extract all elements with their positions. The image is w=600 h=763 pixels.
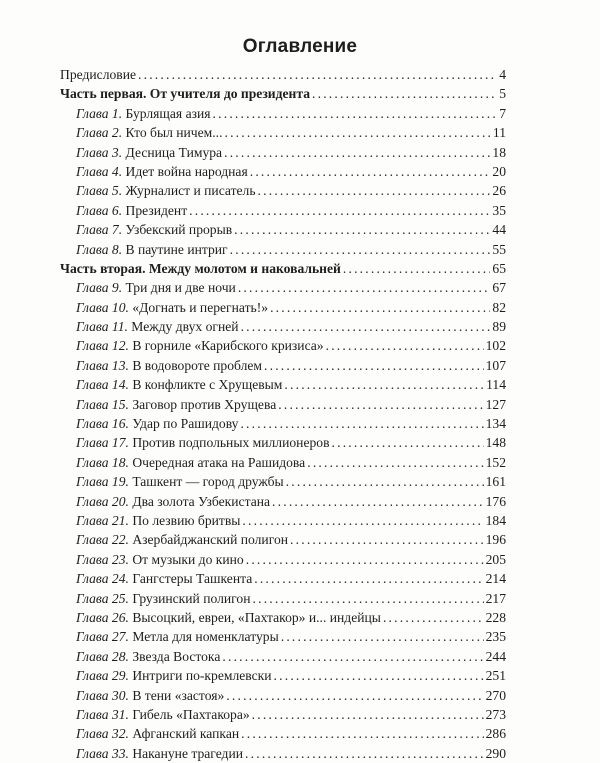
entry-title: Предисловие	[60, 67, 137, 82]
dot-leader	[189, 201, 490, 220]
toc-chapter-entry[interactable]	[60, 608, 506, 627]
page-number: 217	[485, 590, 506, 606]
entry-title	[76, 298, 268, 317]
toc-chapter-entry[interactable]	[60, 550, 506, 569]
entry-title	[76, 375, 282, 394]
chapter-number: Глава 16.	[76, 416, 129, 432]
entry-title	[76, 181, 256, 200]
chapter-number: Глава 7.	[76, 222, 123, 238]
page-number: 196	[485, 532, 506, 548]
entry-title	[76, 511, 240, 530]
entry-title	[76, 123, 222, 142]
entry-title	[76, 201, 187, 220]
chapter-number: Глава 30.	[76, 687, 129, 703]
chapter-title: Интриги по-кремлевски	[132, 668, 272, 684]
dot-leader	[252, 705, 484, 724]
chapter-number: Глава 22.	[76, 532, 129, 548]
dot-leader	[224, 123, 490, 142]
toc-chapter-entry[interactable]	[60, 298, 506, 317]
entry-title	[76, 647, 220, 666]
entry-title	[76, 686, 224, 705]
toc-part-heading[interactable]	[60, 259, 506, 278]
dot-leader	[238, 278, 491, 297]
chapter-title: Афганский капкан	[132, 726, 240, 742]
page-number: 161	[485, 474, 506, 490]
chapter-number: Глава 12.	[76, 338, 129, 354]
chapter-number: Глава 26.	[76, 609, 129, 625]
toc-chapter-entry[interactable]	[60, 336, 506, 355]
dot-leader	[258, 181, 491, 200]
page-number: 184	[485, 512, 506, 528]
entry-title	[76, 627, 279, 646]
page-number: 107	[485, 357, 506, 373]
dot-leader	[343, 259, 491, 278]
toc-chapter-entry[interactable]	[60, 666, 506, 685]
toc-chapter-entry[interactable]	[60, 240, 506, 259]
chapter-number: Глава 31.	[76, 706, 129, 722]
entry-title	[76, 240, 228, 259]
page-number: 286	[485, 726, 506, 742]
toc-chapter-entry[interactable]	[60, 569, 506, 588]
toc-chapter-entry[interactable]	[60, 627, 506, 646]
page-number: 4	[499, 67, 506, 82]
chapter-title: Гангстеры Ташкента	[132, 571, 253, 587]
chapter-title: В паутине интриг	[125, 241, 228, 257]
chapter-number: Глава 28.	[76, 648, 129, 664]
dot-leader	[234, 220, 490, 239]
chapter-title: Метла для номенклатуры	[132, 629, 279, 645]
page-number: 55	[492, 241, 506, 257]
chapter-title: Гибель «Пахтакора»	[132, 706, 250, 722]
entry-title	[76, 608, 381, 627]
dot-leader	[241, 317, 491, 336]
toc-chapter-entry[interactable]	[60, 511, 506, 530]
page-number: 20	[492, 163, 506, 179]
toc-sections	[60, 84, 506, 763]
chapter-title: Против подпольных миллионеров	[132, 435, 330, 451]
page-number: 244	[485, 648, 506, 664]
entry-title	[76, 472, 284, 491]
page-number: 44	[492, 222, 506, 238]
toc-chapter-entry[interactable]	[60, 589, 506, 608]
chapter-number: Глава 15.	[76, 396, 129, 412]
dot-leader	[226, 686, 483, 705]
chapter-title: Два золота Узбекистана	[132, 493, 271, 509]
page-number: 228	[485, 609, 506, 625]
chapter-title: Три дня и две ночи	[125, 280, 236, 296]
dot-leader	[383, 608, 484, 627]
chapter-title: Идет война народная	[125, 163, 248, 179]
chapter-number: Глава 9.	[76, 280, 123, 296]
page-title: Оглавление	[242, 36, 358, 57]
chapter-title: Заговор против Хрущева	[132, 396, 277, 412]
chapter-number: Глава 14.	[76, 377, 129, 393]
entry-title	[76, 356, 262, 375]
chapter-title: Бурлящая азия	[125, 105, 211, 121]
toc-chapter-entry[interactable]	[60, 278, 506, 297]
dot-leader	[253, 589, 484, 608]
toc-chapter-entry[interactable]	[60, 123, 506, 142]
chapter-title: Между двух огней	[131, 319, 239, 335]
page-number: 26	[492, 183, 506, 199]
page-number: 205	[485, 551, 506, 567]
chapter-title: «Догнать и перегнать!»	[132, 299, 269, 315]
dot-leader	[246, 550, 484, 569]
chapter-title: Десница Тимура	[125, 144, 223, 160]
chapter-number: Глава 23.	[76, 551, 129, 567]
toc-chapter-entry[interactable]	[60, 453, 506, 472]
chapter-number: Глава 13.	[76, 357, 129, 373]
entry-title	[76, 162, 248, 181]
entry-title	[76, 433, 330, 452]
chapter-title: Высоцкий, евреи, «Пахтакор» и... индейцы	[132, 609, 381, 625]
page-number: 290	[485, 745, 506, 761]
toc-chapter-entry[interactable]	[60, 686, 506, 705]
toc-chapter-entry[interactable]	[60, 201, 506, 220]
chapter-title: Грузинский полигон	[132, 590, 251, 606]
dot-leader	[230, 240, 491, 259]
page-number: 114	[486, 377, 506, 393]
dot-leader	[284, 375, 484, 394]
toc-chapter-entry[interactable]	[60, 530, 506, 549]
chapter-number: Глава 21.	[76, 512, 129, 528]
page-number: 270	[485, 687, 506, 703]
page-number: 251	[485, 668, 506, 684]
page-number: 235	[485, 629, 506, 645]
dot-leader	[274, 666, 484, 685]
page-number: 65	[492, 260, 506, 276]
chapter-title: В горниле «Карибского кризиса»	[132, 338, 324, 354]
chapter-title: Кто был ничем...	[125, 125, 223, 141]
dot-leader	[250, 162, 491, 181]
entry-title	[76, 453, 305, 472]
chapter-title: Ташкент — город дружбы	[132, 474, 284, 490]
dot-leader	[224, 143, 490, 162]
toc-chapter-entry[interactable]	[60, 220, 506, 239]
chapter-title: В тени «застоя»	[132, 687, 225, 703]
chapter-title: Узбекский прорыв	[125, 222, 233, 238]
chapter-title: В конфликте с Хрущевым	[132, 377, 283, 393]
dot-leader	[213, 104, 498, 123]
toc-chapter-entry[interactable]	[60, 181, 506, 200]
toc-entry-preface[interactable]	[60, 65, 506, 84]
page-number: 134	[485, 416, 506, 432]
entry-title	[76, 414, 238, 433]
entry-title	[76, 336, 324, 355]
page-number: 273	[485, 706, 506, 722]
chapter-title: Журналист и писатель	[125, 183, 256, 199]
dot-leader	[312, 84, 497, 103]
chapter-title: Звезда Востока	[132, 648, 221, 664]
dot-leader	[286, 472, 484, 491]
toc-chapter-entry[interactable]	[60, 143, 506, 162]
toc-part-heading[interactable]	[60, 84, 506, 103]
toc-chapter-entry[interactable]	[60, 705, 506, 724]
chapter-number: Глава 19.	[76, 474, 129, 490]
page-number: 18	[492, 144, 506, 160]
dot-leader	[241, 724, 483, 743]
entry-title	[76, 278, 236, 297]
entry-title	[60, 259, 341, 278]
page-number: 7	[499, 105, 506, 121]
part-title: Часть первая. От учителя до президента	[60, 86, 310, 102]
toc-chapter-entry[interactable]	[60, 433, 506, 452]
chapter-number: Глава 10.	[76, 299, 129, 315]
chapter-number: Глава 18.	[76, 454, 129, 470]
dot-leader	[278, 395, 483, 414]
dot-leader	[281, 627, 484, 646]
chapter-number: Глава 5.	[76, 183, 123, 199]
toc-chapter-entry[interactable]	[60, 317, 506, 336]
dot-leader	[290, 530, 484, 549]
entry-title	[76, 492, 270, 511]
entry-title	[76, 317, 239, 336]
chapter-number: Глава 6.	[76, 202, 123, 218]
entry-title	[76, 143, 222, 162]
page-number: 152	[485, 454, 506, 470]
entry-title	[76, 705, 250, 724]
chapter-number: Глава 25.	[76, 590, 129, 606]
toc-chapter-entry[interactable]	[60, 162, 506, 181]
toc-chapter-entry[interactable]	[60, 724, 506, 743]
chapter-title: Президент	[125, 202, 188, 218]
chapter-number: Глава 1.	[76, 105, 123, 121]
toc-chapter-entry[interactable]	[60, 744, 506, 763]
toc-chapter-entry[interactable]	[60, 375, 506, 394]
dot-leader	[326, 336, 484, 355]
chapter-title: Азербайджанский полигон	[132, 532, 289, 548]
dot-leader	[254, 569, 483, 588]
chapter-title: Накануне трагедии	[132, 745, 244, 761]
entry-title	[76, 744, 243, 763]
chapter-number: Глава 4.	[76, 163, 123, 179]
dot-leader	[332, 433, 484, 452]
toc-chapter-entry[interactable]	[60, 104, 506, 123]
dot-leader	[272, 492, 484, 511]
toc-chapter-entry[interactable]	[60, 414, 506, 433]
entry-title	[76, 530, 288, 549]
page-number: 35	[492, 202, 506, 218]
page-number: 214	[485, 571, 506, 587]
chapter-number: Глава 32.	[76, 726, 129, 742]
toc-chapter-entry[interactable]	[60, 395, 506, 414]
page-number: 11	[492, 125, 506, 141]
chapter-title: Удар по Рашидову	[132, 416, 239, 432]
dot-leader	[242, 511, 483, 530]
toc-chapter-entry[interactable]	[60, 472, 506, 491]
entry-title	[60, 84, 310, 103]
chapter-title: От музыки до кино	[132, 551, 244, 567]
chapter-number: Глава 3.	[76, 144, 123, 160]
chapter-number: Глава 33.	[76, 745, 129, 761]
chapter-number: Глава 29.	[76, 668, 129, 684]
chapter-number: Глава 2.	[76, 125, 123, 141]
page-number: 89	[492, 319, 506, 335]
dot-leader	[270, 298, 490, 317]
chapter-number: Глава 17.	[76, 435, 129, 451]
page-number: 148	[485, 435, 506, 451]
entry-title	[76, 395, 276, 414]
table-of-contents	[60, 65, 506, 763]
toc-chapter-entry[interactable]	[60, 647, 506, 666]
page-number: 127	[485, 396, 506, 412]
dot-leader	[307, 453, 483, 472]
chapter-number: Глава 20.	[76, 493, 129, 509]
page-number: 176	[485, 493, 506, 509]
entry-title	[76, 666, 272, 685]
page-number: 82	[492, 299, 506, 315]
entry-title	[76, 569, 252, 588]
toc-chapter-entry[interactable]	[60, 356, 506, 375]
page-number: 5	[499, 86, 506, 102]
dot-leader	[240, 414, 483, 433]
chapter-number: Глава 11.	[76, 319, 128, 335]
chapter-title: Очередная атака на Рашидова	[132, 454, 306, 470]
chapter-title: В водовороте проблем	[132, 357, 262, 373]
page-number: 67	[492, 280, 506, 296]
dot-leader	[138, 65, 497, 84]
dot-leader	[245, 744, 484, 763]
dot-leader	[222, 647, 483, 666]
chapter-number: Глава 8.	[76, 241, 123, 257]
chapter-number: Глава 27.	[76, 629, 129, 645]
entry-title	[76, 724, 239, 743]
chapter-number: Глава 24.	[76, 571, 129, 587]
page-number: 102	[485, 338, 506, 354]
entry-title	[76, 550, 244, 569]
entry-title	[76, 589, 251, 608]
part-title: Часть вторая. Между молотом и наковальней	[60, 260, 341, 276]
dot-leader	[264, 356, 484, 375]
toc-chapter-entry[interactable]	[60, 492, 506, 511]
entry-title	[76, 104, 211, 123]
entry-title	[76, 220, 232, 239]
chapter-title: По лезвию бритвы	[132, 512, 241, 528]
